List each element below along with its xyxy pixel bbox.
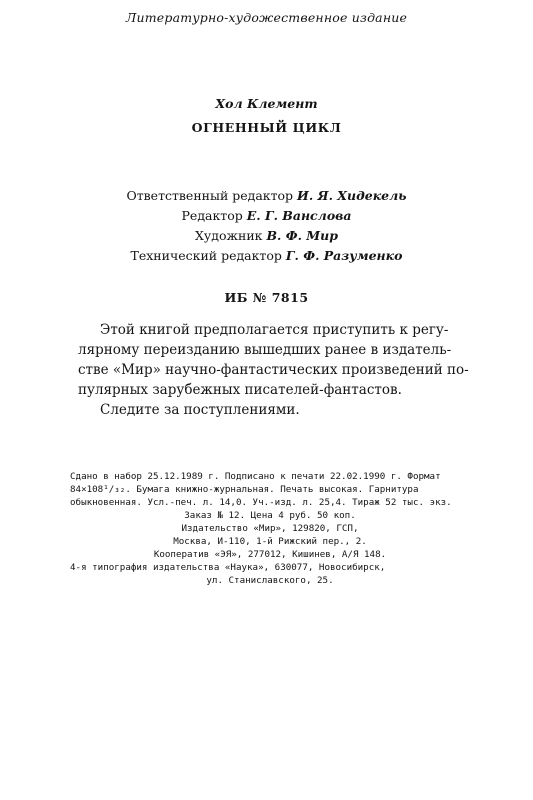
credit-role: Ответственный редактор [126, 188, 294, 203]
credit-line [0, 208, 533, 228]
credit-name: В. Ф. Мир [266, 228, 338, 243]
imprint-line: 84×108¹/₃₂. Бумага книжно-журнальная. Печать высокая. Гарнитура [70, 484, 419, 495]
imprint-line: Сдано в набор 25.12.1989 г. Подписано к печати 22.02.1990 г. Формат [70, 471, 441, 482]
credit-role: Художник [195, 228, 263, 243]
credits-block [0, 188, 533, 268]
credit-name: И. Я. Хидекель [297, 188, 407, 203]
imprint-line: Заказ № 12. Цена 4 руб. 50 коп. [184, 510, 356, 521]
credit-name: Г. Ф. Разуменко [285, 248, 403, 263]
credit-line [0, 228, 533, 248]
imprint-line: 4-я типография издательства «Наука», 630077, Новосибирск, [70, 562, 386, 573]
imprint-line: Москва, И-110, 1-й Рижский пер., 2. [173, 536, 367, 547]
author-name: Хол Клемент [215, 96, 318, 111]
imprint-line: Издательство «Мир», 129820, ГСП, [181, 523, 359, 534]
notice-line: Этой книгой предполагается приступить к регу- [100, 322, 449, 338]
credit-role: Редактор [181, 208, 243, 223]
imprint-line: обыкновенная. Усл.-печ. л. 14,0. Уч.-изд. л. 25,4. Тираж 52 тыс. экз. [70, 497, 452, 508]
notice-line: пулярных зарубежных писателей-фантастов. [78, 382, 402, 398]
imprint-block [70, 470, 470, 587]
publication-type: Литературно-художественное издание [125, 10, 408, 25]
book-title: ОГНЕННЫЙ ЦИКЛ [191, 120, 342, 135]
credit-line [0, 188, 533, 208]
imprint-line: Кооператив «ЭЯ», 277012, Кишинев, А/Я 148. [153, 549, 387, 560]
credit-role: Технический редактор [130, 248, 282, 263]
credit-name: Е. Г. Ванслова [246, 208, 352, 223]
notice-line: Следите за поступлениями. [100, 402, 300, 418]
ib-number: ИБ № 7815 [224, 290, 309, 305]
notice-line: лярному переизданию вышедших ранее в издатель- [78, 342, 452, 358]
credit-line [0, 248, 533, 268]
notice-line: стве «Мир» научно-фантастических произведений по- [78, 362, 469, 378]
reprint-notice [78, 320, 469, 420]
imprint-line: ул. Станиславского, 25. [206, 575, 334, 586]
